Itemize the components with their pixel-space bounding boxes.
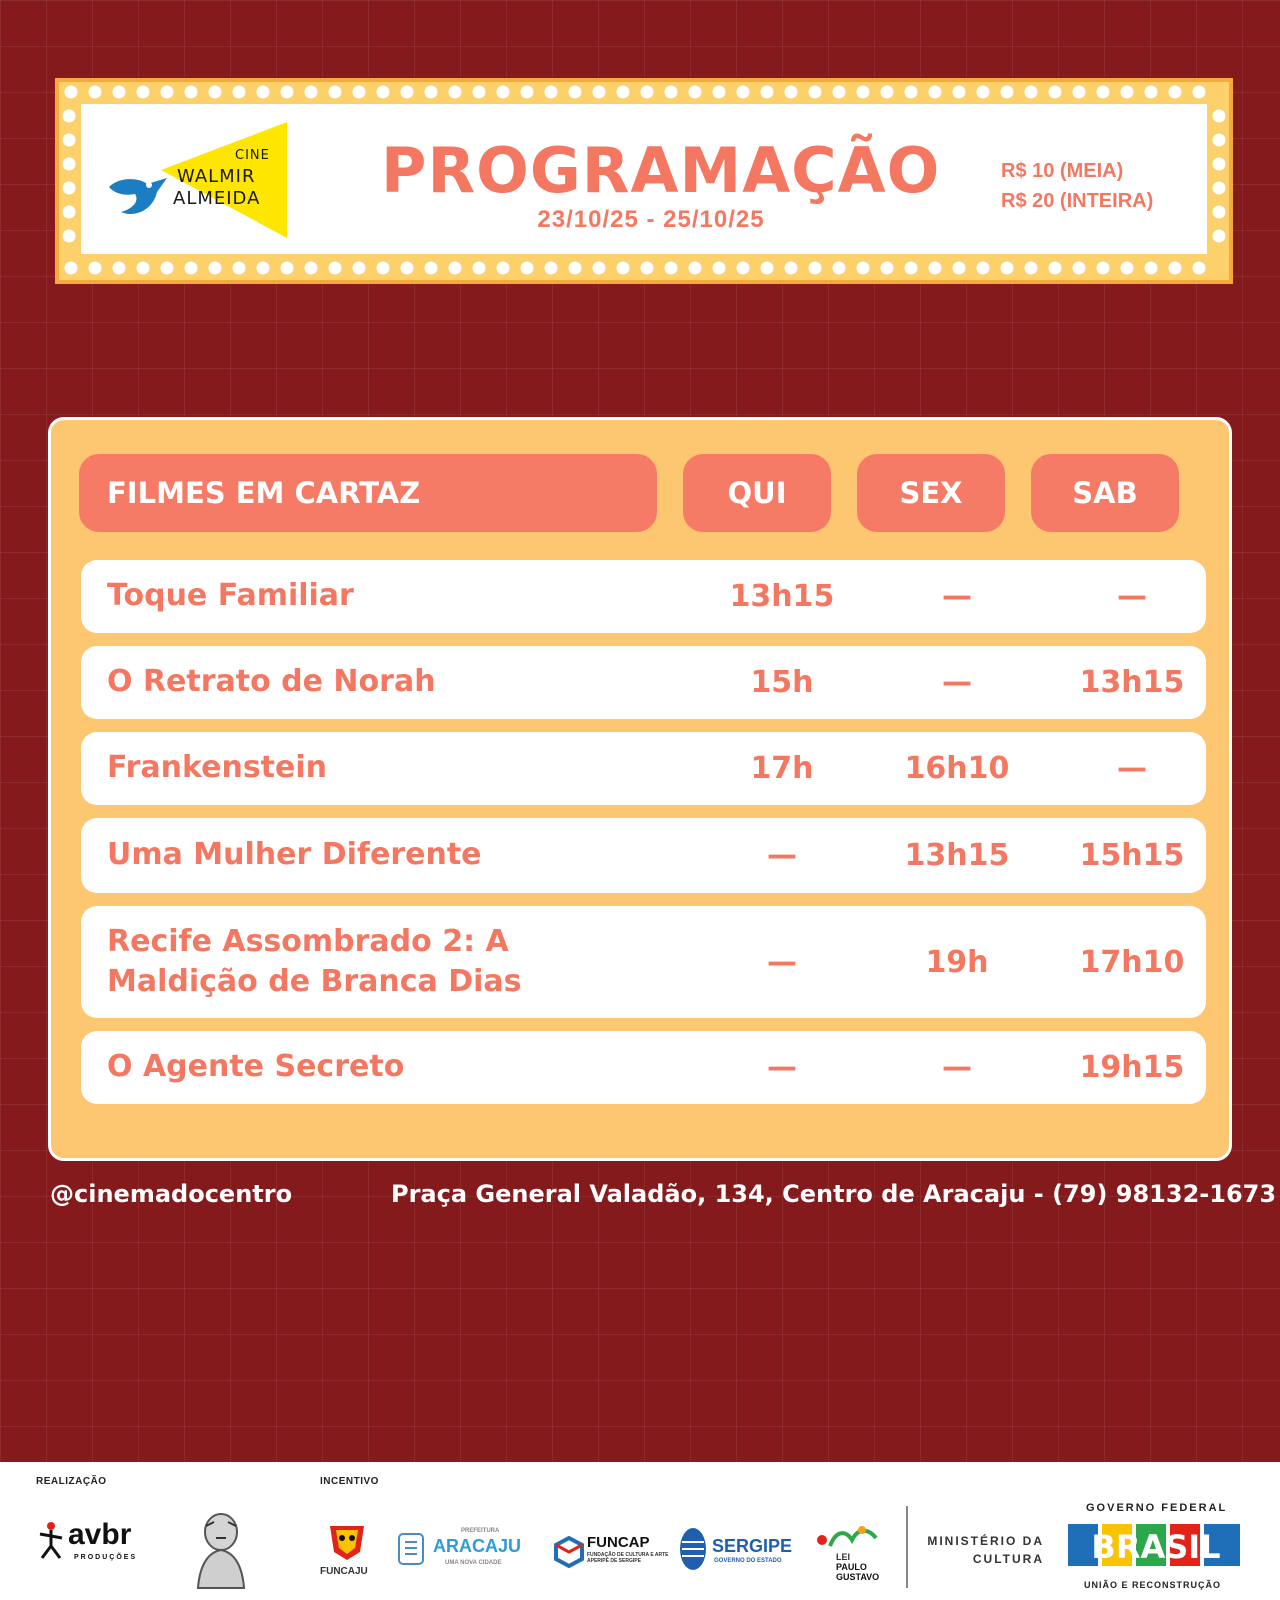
showtime-qui: 13h15	[729, 579, 835, 614]
marquee-bulb	[113, 262, 126, 275]
day-header-sab: SAB	[1031, 454, 1179, 532]
marquee-bulb	[209, 86, 222, 99]
showtime-qui: —	[767, 838, 797, 873]
schedule-card	[48, 417, 1232, 1161]
marquee-bulb	[713, 262, 726, 275]
showtime-sex: 16h10	[904, 751, 1010, 786]
marquee-bulb	[63, 230, 76, 243]
funcaju-name: FUNCAJU	[320, 1566, 368, 1577]
marquee-bulb	[377, 262, 390, 275]
marquee-bulb	[833, 262, 846, 275]
price-half: R$ 10 (MEIA)	[1001, 160, 1124, 182]
film-row	[81, 646, 1206, 719]
marquee-bulb	[425, 86, 438, 99]
header-marquee	[55, 78, 1233, 284]
marquee-bulb	[953, 86, 966, 99]
funcap-logo	[553, 1534, 669, 1570]
marquee-bulb	[137, 86, 150, 99]
marquee-bulb	[737, 86, 750, 99]
marquee-bulb	[1025, 262, 1038, 275]
showtime-sab: —	[1117, 579, 1147, 614]
showtime-qui: 15h	[750, 665, 814, 700]
marquee-bulb	[617, 86, 630, 99]
marquee-bulb	[377, 86, 390, 99]
sponsor-strip	[0, 1462, 1280, 1600]
lei-paulo-gustavo-logo	[812, 1524, 892, 1588]
showtime-sab: —	[1117, 751, 1147, 786]
marquee-bulb	[1213, 110, 1226, 123]
ministerio-line1: MINISTÉRIO DA	[927, 1534, 1044, 1548]
day-header-sex: SEX	[857, 454, 1005, 532]
marquee-bulb	[1121, 262, 1134, 275]
marquee-bulb	[545, 86, 558, 99]
avbr-name: avbr	[68, 1518, 132, 1551]
marquee-bulb	[113, 86, 126, 99]
marquee-bulb	[1213, 158, 1226, 171]
film-row	[81, 1031, 1206, 1104]
marquee-bulb	[1145, 262, 1158, 275]
marquee-bulb	[1213, 134, 1226, 147]
ministerio-line2: CULTURA	[972, 1552, 1044, 1566]
marquee-bulb	[665, 262, 678, 275]
marquee-bulb	[1213, 206, 1226, 219]
marquee-bulb	[617, 262, 630, 275]
marquee-bulb	[905, 262, 918, 275]
marquee-bulb	[305, 86, 318, 99]
film-title: O Agente Secreto	[107, 1049, 405, 1085]
aracaju-crest-icon	[395, 1528, 427, 1568]
funcap-name: FUNCAP	[587, 1534, 650, 1551]
brasil-wordmark	[1066, 1520, 1250, 1572]
brasil-text: BRASIL	[1091, 1528, 1221, 1566]
showtime-sab: 19h15	[1079, 1050, 1185, 1085]
lei-line3: GUSTAVO	[836, 1572, 880, 1582]
marquee-bulb	[63, 110, 76, 123]
marquee-bulb	[1213, 230, 1226, 243]
marquee-bulb	[569, 262, 582, 275]
marquee-bulb	[641, 86, 654, 99]
marquee-bulb	[1025, 86, 1038, 99]
logo-text-walmir: WALMIR	[177, 166, 256, 187]
marquee-bulb	[63, 182, 76, 195]
aracaju-logo	[395, 1528, 525, 1574]
page-title: PROGRAMAÇÃO	[381, 134, 941, 207]
marquee-bulb	[473, 86, 486, 99]
marquee-bulb	[809, 86, 822, 99]
marquee-bulb	[65, 262, 78, 275]
incentivo-label: INCENTIVO	[320, 1476, 379, 1487]
marquee-bulb	[977, 86, 990, 99]
aracaju-name: ARACAJU	[433, 1536, 522, 1556]
sergipe-logo	[678, 1526, 794, 1572]
marquee-bulb	[1169, 86, 1182, 99]
marquee-bulb	[353, 262, 366, 275]
marquee-bulb	[881, 262, 894, 275]
marquee-bulb	[233, 86, 246, 99]
film-row	[81, 906, 1206, 1018]
marquee-bulb	[593, 262, 606, 275]
figure-illustration-icon	[186, 1502, 256, 1590]
lei-line2: PAULO	[836, 1562, 867, 1572]
governo-top: GOVERNO FEDERAL	[1086, 1502, 1228, 1514]
logo-text-cine: CINE	[235, 148, 270, 163]
film-title: Recife Assombrado 2: A Maldição de Branca Dias	[107, 923, 522, 999]
funcaju-mask-icon	[320, 1522, 374, 1562]
marquee-bulb	[185, 86, 198, 99]
marquee-bulb	[65, 86, 78, 99]
marquee-bulb	[209, 262, 222, 275]
sergipe-shield-icon	[678, 1526, 708, 1572]
funcaju-logo	[320, 1522, 374, 1582]
marquee-bulb	[929, 262, 942, 275]
marquee-bulb	[881, 86, 894, 99]
film-title: O Retrato de Norah	[107, 664, 436, 700]
marquee-bulb	[89, 86, 102, 99]
marquee-bulb	[1001, 262, 1014, 275]
cine-walmir-almeida-logo	[109, 122, 289, 240]
marquee-bulb	[401, 86, 414, 99]
film-row	[81, 732, 1206, 805]
marquee-bulb	[569, 86, 582, 99]
marquee-bulb	[665, 86, 678, 99]
marquee-bulb	[1193, 262, 1206, 275]
marquee-bulb	[689, 262, 702, 275]
governo-federal-logo	[1066, 1502, 1250, 1598]
marquee-bulb	[497, 262, 510, 275]
marquee-bulb	[257, 86, 270, 99]
marquee-bulb	[449, 86, 462, 99]
marquee-bulb	[1097, 262, 1110, 275]
marquee-bulb	[63, 206, 76, 219]
marquee-bulb	[737, 262, 750, 275]
marquee-bulb	[545, 262, 558, 275]
showtime-sab: 17h10	[1079, 944, 1185, 980]
marquee-bulb	[63, 134, 76, 147]
marquee-bulb	[449, 262, 462, 275]
showtime-sab: 13h15	[1079, 665, 1185, 700]
marquee-bulb	[785, 86, 798, 99]
film-title: Frankenstein	[107, 750, 328, 786]
aracaju-sub: UMA NOVA CIDADE	[445, 1560, 502, 1566]
marquee-bulb	[521, 262, 534, 275]
marquee-bulb	[905, 86, 918, 99]
illustration-logo	[186, 1502, 256, 1590]
showtime-sex: —	[942, 1050, 972, 1085]
lei-paulo-gustavo-icon	[812, 1524, 882, 1552]
showtime-sex: 19h	[925, 944, 989, 980]
marquee-bulb	[1049, 86, 1062, 99]
showtime-sex: —	[942, 579, 972, 614]
marquee-bulb	[761, 86, 774, 99]
marquee-bulb	[953, 262, 966, 275]
marquee-bulb	[353, 86, 366, 99]
marquee-bulb	[497, 86, 510, 99]
showtime-qui: 17h	[750, 751, 814, 786]
day-header-qui: QUI	[683, 454, 831, 532]
marquee-bulb	[809, 262, 822, 275]
film-row	[81, 818, 1206, 893]
marquee-bulb	[857, 262, 870, 275]
marquee-bulb	[89, 262, 102, 275]
marquee-bulb	[1001, 86, 1014, 99]
showtime-sab: 15h15	[1079, 838, 1185, 873]
funcap-sub: FUNDAÇÃO DE CULTURA E ARTE APERIPÊ DE SERGIPE	[587, 1552, 669, 1564]
showtime-sex: 13h15	[904, 838, 1010, 873]
lei-line1: LEI	[836, 1552, 851, 1562]
marquee-bulb	[593, 86, 606, 99]
avbr-sub: PRODUÇÕES	[74, 1554, 138, 1561]
marquee-bulb	[977, 262, 990, 275]
marquee-bulb	[689, 86, 702, 99]
film-title: Toque Familiar	[107, 578, 354, 614]
avbr-figure-icon	[36, 1520, 66, 1560]
date-range: 23/10/25 - 25/10/25	[537, 206, 765, 233]
marquee-bulb	[785, 262, 798, 275]
marquee-bulb	[1073, 86, 1086, 99]
address-phone: Praça General Valadão, 134, Centro de Aracaju - (79) 98132-1673	[391, 1180, 1277, 1208]
marquee-bulb	[761, 262, 774, 275]
marquee-bulb	[257, 262, 270, 275]
marquee-bulb	[833, 86, 846, 99]
marquee-bulb	[137, 262, 150, 275]
marquee-bulb	[1121, 86, 1134, 99]
film-row	[81, 560, 1206, 633]
marquee-bulb	[329, 262, 342, 275]
aracaju-top: PREFEITURA	[461, 1528, 500, 1534]
showtime-sex: —	[942, 665, 972, 700]
marquee-bulb	[281, 86, 294, 99]
marquee-bulb	[641, 262, 654, 275]
showtime-qui: —	[767, 944, 797, 980]
showtime-qui: —	[767, 1050, 797, 1085]
avbr-logo	[36, 1518, 156, 1568]
sergipe-name: SERGIPE	[712, 1536, 793, 1556]
marquee-bulb	[305, 262, 318, 275]
marquee-bulb	[857, 86, 870, 99]
marquee-bulb	[521, 86, 534, 99]
marquee-bulb	[281, 262, 294, 275]
marquee-bulb	[1097, 86, 1110, 99]
marquee-bulb	[161, 262, 174, 275]
marquee-bulb	[401, 262, 414, 275]
governo-sub: UNIÃO E RECONSTRUÇÃO	[1084, 1580, 1222, 1590]
realizacao-label: REALIZAÇÃO	[36, 1476, 107, 1487]
funcap-hexagon-icon	[553, 1536, 585, 1568]
header-panel	[81, 104, 1207, 254]
marquee-bulb	[713, 86, 726, 99]
marquee-bulb	[161, 86, 174, 99]
marquee-bulb	[1145, 86, 1158, 99]
sponsor-divider	[906, 1506, 908, 1588]
film-title: Uma Mulher Diferente	[107, 837, 482, 873]
marquee-bulb	[929, 86, 942, 99]
instagram-handle: @cinemadocentro	[50, 1180, 293, 1208]
ministerio-cultura-logo	[918, 1534, 1048, 1574]
price-full: R$ 20 (INTEIRA)	[1001, 190, 1154, 212]
marquee-bulb	[1049, 262, 1062, 275]
marquee-bulb	[1193, 86, 1206, 99]
marquee-bulb	[63, 158, 76, 171]
logo-text-almeida: ALMEIDA	[173, 188, 261, 209]
marquee-bulb	[185, 262, 198, 275]
marquee-bulb	[329, 86, 342, 99]
marquee-bulb	[1169, 262, 1182, 275]
marquee-bulb	[1073, 262, 1086, 275]
films-header: FILMES EM CARTAZ	[79, 454, 657, 532]
sergipe-sub: GOVERNO DO ESTADO	[714, 1558, 782, 1564]
marquee-bulb	[233, 262, 246, 275]
marquee-bulb	[473, 262, 486, 275]
marquee-bulb	[425, 262, 438, 275]
marquee-bulb	[1213, 182, 1226, 195]
